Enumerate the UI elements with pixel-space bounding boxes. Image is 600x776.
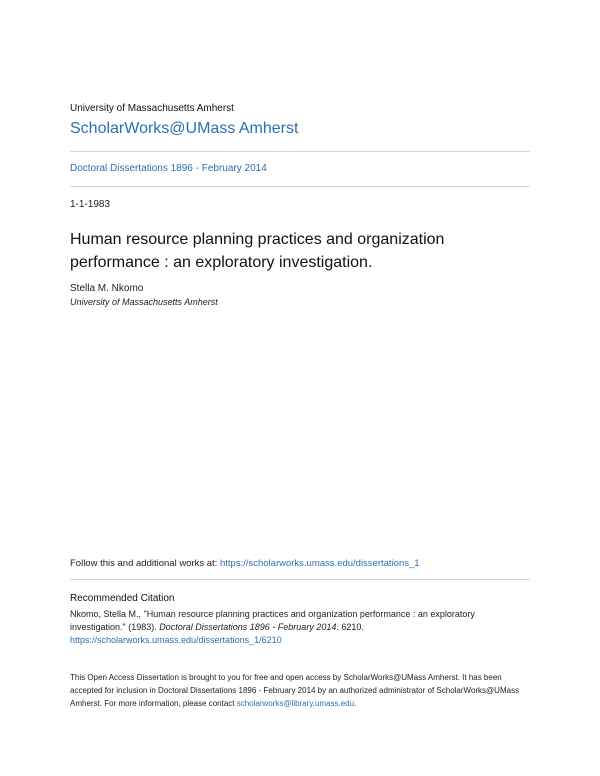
- divider: [70, 151, 530, 152]
- publication-date: 1-1-1983: [70, 199, 111, 210]
- author-affiliation: University of Massachusetts Amherst: [70, 297, 218, 307]
- notice-text: This Open Access Dissertation is brought to you for free and open access by ScholarWorks@UMass Amherst. It has been accepted for inclusion in Doctoral Dissertations 1896 - February 2014 by an authorized administrator of ScholarWorks@UMass Amherst. For more information, please contact: [70, 673, 520, 708]
- divider: [70, 186, 530, 187]
- collection-link[interactable]: Doctoral Dissertations 1896 - February 2014: [70, 163, 267, 174]
- citation-series: Doctoral Dissertations 1896 - February 2014: [159, 622, 337, 632]
- institution-name: University of Massachusetts Amherst: [70, 103, 234, 114]
- notice-end: .: [354, 699, 357, 708]
- follow-line: [70, 558, 420, 569]
- open-access-notice: [70, 671, 532, 710]
- citation-heading: Recommended Citation: [70, 593, 175, 604]
- follow-link[interactable]: https://scholarworks.umass.edu/dissertations_1: [219, 558, 420, 569]
- author-name: Stella M. Nkomo: [70, 283, 144, 294]
- dissertation-title: Human resource planning practices and organization performance : an exploratory investigation.: [70, 231, 445, 271]
- repository-link[interactable]: ScholarWorks@UMass Amherst: [70, 120, 299, 137]
- citation-link[interactable]: https://scholarworks.umass.edu/dissertations_1/6210: [70, 635, 282, 645]
- divider: [70, 579, 530, 580]
- citation-text: [70, 608, 532, 647]
- citation-main: Nkomo, Stella M., "Human resource planning practices and organization performance : an exploratory investigation." (1983).: [70, 609, 475, 632]
- follow-prefix: Follow this and additional works at:: [70, 558, 220, 569]
- contact-email-link[interactable]: scholarworks@library.umass.edu: [236, 699, 355, 708]
- citation-number: . 6210.: [336, 622, 364, 632]
